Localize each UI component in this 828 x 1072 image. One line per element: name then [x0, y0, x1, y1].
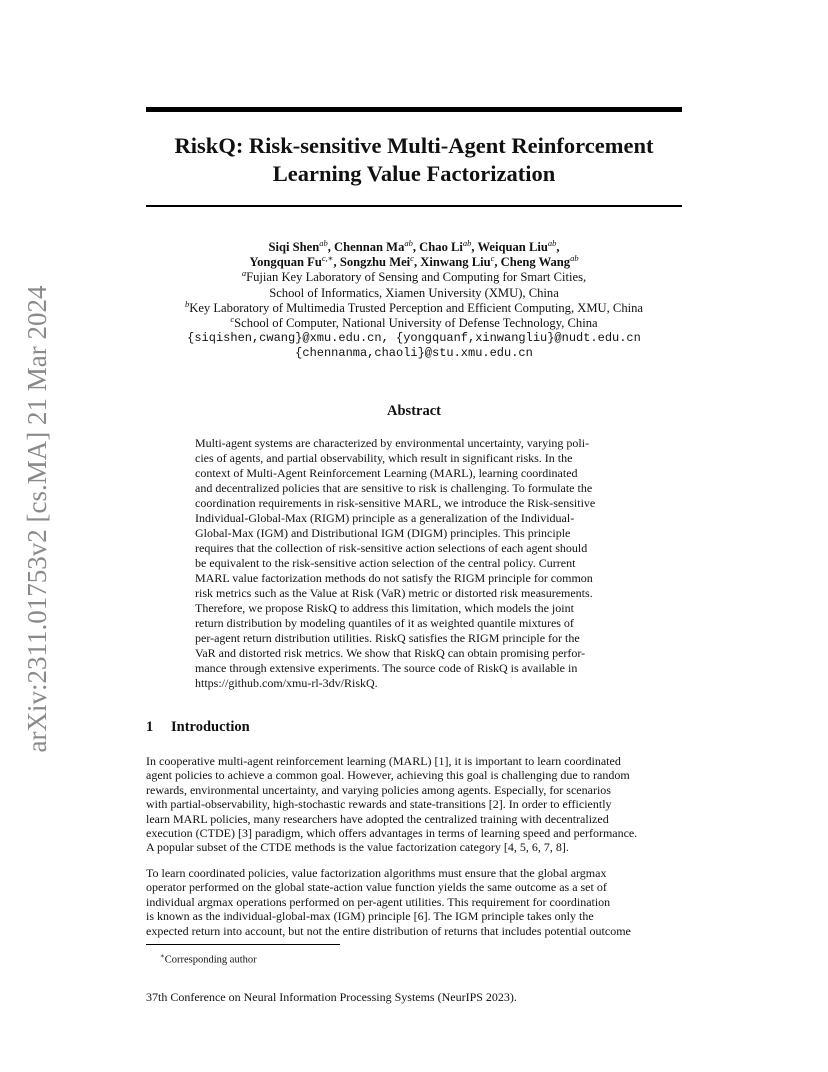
author-separator: ,: [494, 255, 501, 270]
author-name: Xinwang Liu: [420, 255, 491, 270]
footnote-text: Corresponding author: [164, 954, 257, 966]
arxiv-identifier: [14, 278, 60, 760]
author-affil-mark: c: [410, 253, 414, 264]
title-top-rule: [146, 107, 682, 112]
title-bottom-rule: [146, 205, 682, 207]
abstract-line: Individual-Global-Max (RIGM) principle as a generalization of the Individual-: [195, 511, 575, 525]
paragraph-line: is known as the individual-global-max (IGM) principle [6]. The IGM principle takes only the: [146, 909, 594, 924]
author-name: Chao Li: [419, 240, 463, 254]
affiliation-c-text: School of Computer, National University of Defense Technology, China: [234, 316, 598, 331]
abstract-line: requires that the collection of risk-sensitive action selections of each agent should: [195, 541, 588, 555]
abstract-line: Global-Max (IGM) and Distributional IGM (DIGM) principles. This principle: [195, 526, 571, 540]
section-title: Introduction: [171, 719, 250, 735]
intro-paragraph-2: [146, 866, 684, 938]
author-separator: ,: [412, 240, 420, 254]
author-name: Yongquan Fu: [249, 255, 322, 270]
affil-mark: b: [184, 298, 190, 309]
author-affil-mark: ab: [462, 237, 472, 248]
abstract-line: coordination requirements in risk-sensitive MARL, we introduce the Risk-sensitive: [195, 496, 596, 510]
paragraph-line: with partial-observability, high-stochastic rewards and state-transitions [2]. In order to efficiently: [146, 797, 612, 812]
author-affil-mark: c,∗: [321, 253, 334, 264]
intro-paragraph-1: [146, 754, 684, 855]
abstract-line: https://github.com/xmu-rl-3dv/RiskQ.: [195, 676, 378, 690]
paragraph-line: operator performed on the global state-action value function yields the same outcome as a set of: [146, 880, 607, 895]
email-line-1: {siqishen,cwang}@xmu.edu.cn, {yongquanf,xinwangliu}@nudt.edu.cn: [187, 331, 641, 346]
paragraph-line: learn MARL policies, many researchers have adopted the centralized training with decentralized: [146, 811, 609, 826]
paragraph-line: individual argmax operations performed on per-agent utilities. This requirement for coordination: [146, 894, 611, 909]
author-line-1: [146, 237, 682, 255]
affiliation-b: [146, 298, 682, 316]
title-line-2: Learning Value Factorization: [272, 161, 556, 186]
abstract-line: MARL value factorization methods do not satisfy the RIGM principle for common: [195, 571, 593, 585]
affiliation-b-text: Key Laboratory of Multimedia Trusted Perception and Efficient Computing, XMU, China: [189, 300, 644, 315]
abstract-heading: Abstract: [387, 403, 441, 419]
footnote: [160, 949, 257, 968]
abstract-body: [195, 436, 633, 691]
author-name: Siqi Shen: [268, 240, 320, 254]
abstract-line: Multi-agent systems are characterized by environmental uncertainty, varying poli-: [195, 436, 590, 450]
abstract-line: per-agent return distribution utilities. RiskQ satisfies the RIGM principle for the: [195, 631, 580, 645]
email-line-2: {chennanma,chaoli}@stu.xmu.edu.cn: [295, 346, 533, 361]
abstract-line: context of Multi-Agent Reinforcement Learning (MARL), learning coordinated: [195, 466, 578, 480]
author-separator: ,: [556, 240, 560, 254]
affil-mark: a: [241, 268, 247, 279]
author-name: Chennan Ma: [334, 240, 405, 254]
section-heading-introduction: [146, 718, 682, 736]
author-separator: ,: [327, 240, 335, 254]
affiliation-c: [146, 313, 682, 331]
author-name: Songzhu Mei: [339, 255, 411, 270]
author-name: Cheng Wang: [500, 255, 571, 270]
author-separator: ,: [413, 255, 421, 270]
author-affil-mark: c: [490, 253, 495, 264]
author-name: Weiquan Liu: [477, 240, 548, 254]
abstract-line: mance through extensive experiments. The source code of RiskQ is available in: [195, 661, 578, 675]
author-line-2: [146, 255, 682, 270]
author-affil-mark: ab: [319, 237, 328, 248]
abstract-line: VaR and distorted risk metrics. We show that RiskQ can obtain promising perfor-: [195, 646, 586, 660]
abstract-line: be equivalent to the risk-sensitive action selection of the central policy. Current: [195, 556, 576, 570]
venue-footer: 37th Conference on Neural Information Processing Systems (NeurIPS 2023).: [146, 990, 517, 1004]
author-block: [146, 237, 682, 362]
author-affil-mark: ab: [547, 237, 557, 248]
affil-mark: c: [230, 313, 235, 324]
abstract-line: and decentralized policies that are sensitive to risk is challenging. To formulate the: [195, 481, 593, 495]
abstract-line: cies of agents, and partial observability, which result in significant risks. In the: [195, 451, 573, 465]
paragraph-line: In cooperative multi-agent reinforcement learning (MARL) [1], it is important to learn coordinated: [146, 754, 621, 768]
abstract-line: return distribution by modeling quantiles of it as weighted quantile mixtures of: [195, 616, 574, 630]
affiliation-a: [146, 270, 682, 285]
paragraph-line: A popular subset of the CTDE methods is the value factorization category [4, 5, 6, 7, 8].: [146, 840, 569, 855]
paragraph-line: To learn coordinated policies, value factorization algorithms must ensure that the global argmax: [146, 866, 607, 880]
author-separator: ,: [471, 240, 478, 254]
paper-title: [146, 132, 682, 188]
abstract-line: Therefore, we propose RiskQ to address this limitation, which models the joint: [195, 601, 574, 615]
author-affil-mark: ab: [404, 237, 413, 248]
paragraph-line: execution (CTDE) [3] paradigm, which offers advantages in terms of learning speed and performance.: [146, 826, 638, 841]
title-line-1: RiskQ: Risk-sensitive Multi-Agent Reinforcement: [174, 133, 654, 158]
footnote-rule: [146, 944, 340, 945]
section-number: 1: [146, 719, 154, 735]
arxiv-identifier-text: arXiv:2311.01753v2 [cs.MA] 21 Mar 2024: [22, 285, 52, 753]
author-separator: ,: [333, 255, 340, 270]
footnote-mark: ∗: [160, 952, 165, 960]
paragraph-line: expected return into account, but not the entire distribution of returns that includes potential outcome: [146, 923, 631, 938]
author-affil-mark: ab: [570, 253, 579, 264]
paragraph-line: agent policies to achieve a common goal. However, achieving this goal is challenging due to random: [146, 768, 630, 783]
affiliation-a-line-1: Fujian Key Laboratory of Sensing and Computing for Smart Cities,: [246, 270, 587, 285]
paragraph-line: rewards, environmental uncertainty, and varying policies among agents. Especially, for scenarios: [146, 782, 611, 797]
affiliation-a-line-2: School of Informatics, Xiamen University (XMU), China: [269, 285, 559, 300]
abstract-line: risk metrics such as the Value at Risk (VaR) metric or distorted risk measurements.: [195, 586, 593, 600]
